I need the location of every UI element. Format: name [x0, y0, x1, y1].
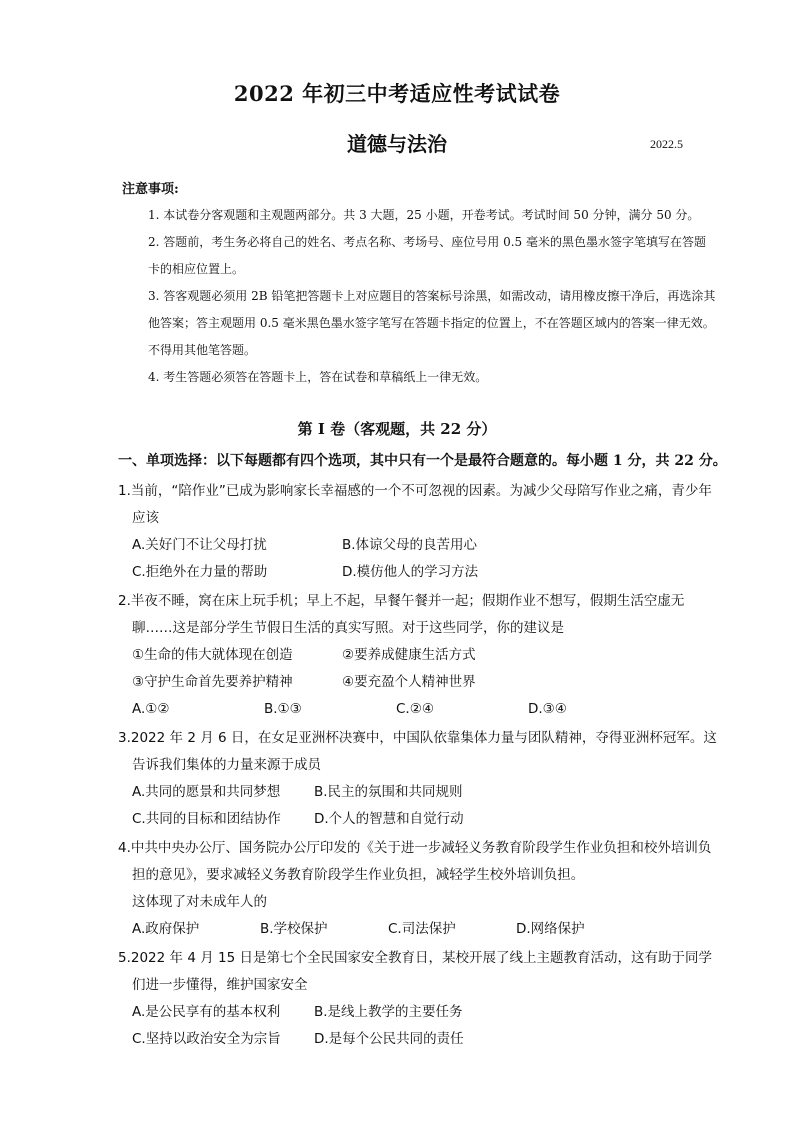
option-d: D.是每个公民共同的责任 — [314, 1031, 464, 1047]
option-b: B.学校保护 — [260, 921, 328, 937]
option-c: C.共同的目标和团结协作 — [132, 811, 281, 827]
statement-3: ③守护生命首先要养护精神 — [132, 674, 293, 690]
option-row — [118, 999, 718, 1026]
option-a: A.①② — [132, 701, 170, 717]
question-4 — [118, 835, 718, 943]
option-c: C.②④ — [396, 701, 434, 717]
question-list — [118, 478, 718, 1055]
notice-item: 1. 本试卷分客观题和主观题两部分。共 3 大题，25 小题，开卷考试。考试时间 50 分钟，满分 50 分。 — [148, 208, 700, 222]
question-stem: 3.2022 年 2 月 6 日，在女足亚洲杯决赛中，中国队依靠集体力量与团队精神，夺得亚洲杯冠军。这告诉我们集体的力量来源于成员 — [118, 730, 717, 773]
option-d: D.网络保护 — [516, 921, 585, 937]
option-row — [118, 1026, 718, 1053]
option-b: B.体谅父母的良苦用心 — [342, 537, 478, 553]
question-2 — [118, 588, 718, 723]
option-row — [118, 806, 718, 833]
option-row — [118, 696, 718, 723]
question-extra: 这体现了对未成年人的 — [132, 894, 267, 910]
option-a: A.是公民享有的基本权利 — [132, 1004, 281, 1020]
notice-item: 4. 考生答题必须答在答题卡上，答在试卷和草稿纸上一律无效。 — [148, 370, 488, 384]
option-a: A.共同的愿景和共同梦想 — [132, 784, 281, 800]
option-c: C.坚持以政治安全为宗旨 — [132, 1031, 281, 1047]
question-3 — [118, 725, 718, 833]
option-b: B.①③ — [264, 701, 302, 717]
statement-1: ①生命的伟大就体现在创造 — [132, 647, 293, 663]
statement-row — [118, 642, 718, 669]
option-d: D.个人的智慧和自觉行动 — [314, 811, 464, 827]
question-stem: 1.当前，“陪作业”已成为影响家长幸福感的一个不可忽视的因素。为减少父母陪写作业之痛，青少年应该 — [118, 483, 712, 526]
option-d: D.③④ — [528, 701, 567, 717]
notice-list — [148, 202, 716, 391]
option-a: A.政府保护 — [132, 921, 200, 937]
option-c: C.拒绝外在力量的帮助 — [132, 564, 268, 580]
section-title: 第 I 卷（客观题，共 22 分） — [297, 420, 497, 438]
question-1 — [118, 478, 718, 586]
option-b: B.是线上教学的主要任务 — [314, 1004, 463, 1020]
option-c: C.司法保护 — [388, 921, 456, 937]
exam-date: 2022.5 — [650, 137, 683, 151]
option-b: B.民主的氛围和共同规则 — [314, 784, 463, 800]
question-5 — [118, 945, 718, 1053]
option-a: A.关好门不让父母打扰 — [132, 537, 267, 553]
notice-heading: 注意事项: — [122, 182, 179, 197]
statement-2: ②要养成健康生活方式 — [342, 647, 476, 663]
question-stem: 4.中共中央办公厅、国务院办公厅印发的《关于进一步减轻义务教育阶段学生作业负担和校外培训负担的意见》，要求减轻义务教育阶段学生作业负担，减轻学生校外培训负担。 — [118, 840, 712, 883]
question-stem: 5.2022 年 4 月 15 日是第七个全民国家安全教育日，某校开展了线上主题教育活动，这有助于同学们进一步懂得，维护国家安全 — [118, 950, 712, 993]
option-row — [118, 559, 718, 586]
option-d: D.模仿他人的学习方法 — [342, 564, 479, 580]
option-row — [118, 779, 718, 806]
statement-4: ④要充盈个人精神世界 — [342, 674, 476, 690]
notice-item: 3. 答客观题必须用 2B 铅笔把答题卡上对应题目的答案标号涂黑，如需改动，请用橡皮擦干净后，再选涂其他答案；答主观题用 0.5 毫米黑色墨水签字笔写在答题卡指定的位置上，不在答题区域内的答案一律无效。不得用其他笔答题。 — [148, 289, 716, 357]
part-title: 一、单项选择：以下每题都有四个选项，其中只有一个是最符合题意的。每小题 1 分，共 22 分。 — [118, 453, 727, 469]
statement-row — [118, 669, 718, 696]
exam-title: 2022 年初三中考适应性考试试卷 — [233, 81, 561, 106]
option-row — [118, 916, 718, 943]
notice-item: 2. 答题前，考生务必将自己的姓名、考点名称、考场号、座位号用 0.5 毫米的黑色墨水签字笔填写在答题卡的相应位置上。 — [148, 235, 706, 276]
question-stem: 2.半夜不睡，窝在床上玩手机；早上不起，早餐午餐并一起；假期作业不想写，假期生活空虚无聊……这是部分学生节假日生活的真实写照。对于这些同学，你的建议是 — [118, 593, 685, 636]
subject-title: 道德与法治 — [347, 132, 447, 156]
option-row — [118, 532, 718, 559]
